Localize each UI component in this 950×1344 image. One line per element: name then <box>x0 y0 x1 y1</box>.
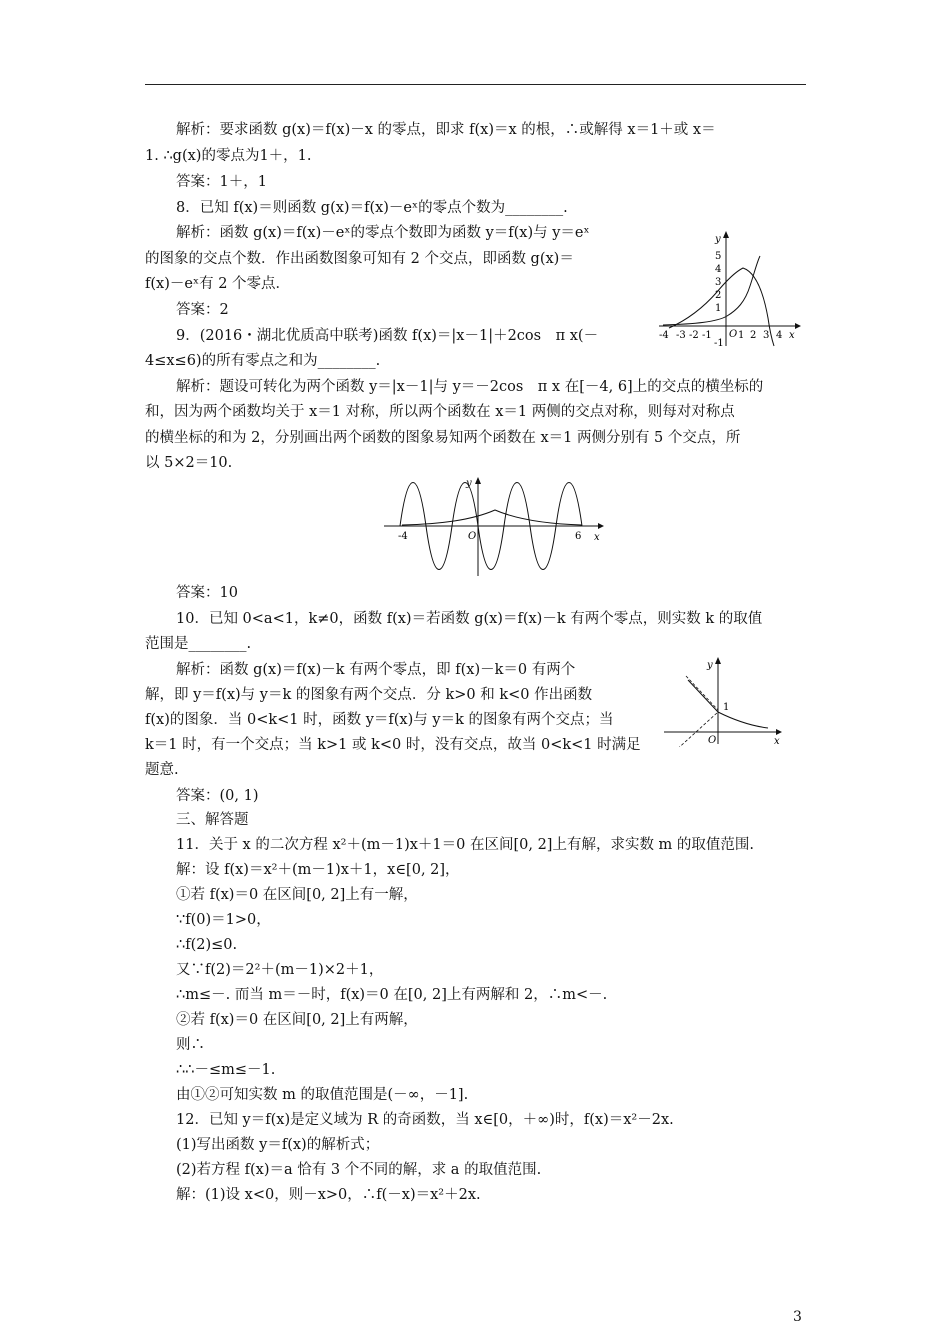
y-tick-label: 1 <box>715 303 722 314</box>
text-line: 答案：1＋，1 <box>176 174 267 190</box>
text-line: 题意. <box>145 762 179 778</box>
text-line: 答案：2 <box>176 302 229 318</box>
text-line: 1. ∴g(x)的零点为1＋，1. <box>145 148 312 164</box>
figure-piecewise <box>660 652 790 747</box>
text-line: ∵f(0)＝1>0， <box>176 912 271 928</box>
x-axis-label: x <box>774 736 780 747</box>
text-line: 11．关于 x 的二次方程 x²＋(m－1)x＋1＝0 在区间[0, 2]上有解，求实数 m 的取值范围. <box>176 837 755 853</box>
origin-label: O <box>729 329 738 340</box>
x-tick-label: 3 <box>763 330 770 341</box>
y-tick-label: 5 <box>715 251 722 262</box>
text-line: 8．已知 f(x)＝则函数 g(x)＝f(x)－eˣ的零点个数为________. <box>176 200 568 216</box>
y-axis-label: y <box>707 660 713 671</box>
origin-label: O <box>708 735 717 746</box>
text-line: 范围是________. <box>145 636 252 652</box>
text-line: 9．(2016・湖北优质高中联考)函数 f(x)＝|x－1|＋2cos π x(－ <box>176 328 599 344</box>
y-axis-label: y <box>466 478 472 489</box>
text-line: ②若 f(x)＝0 在区间[0, 2]上有两解， <box>176 1012 418 1028</box>
page-number: 3 <box>793 1309 802 1325</box>
text-line: 4≤x≤6)的所有零点之和为________. <box>145 353 381 369</box>
text-line: 12．已知 y＝f(x)是定义域为 R 的奇函数，当 x∈[0，＋∞)时，f(x)＝x²－2x. <box>176 1112 674 1128</box>
text-line: 解析：函数 g(x)＝f(x)－k 有两个零点，即 f(x)－k＝0 有两个 <box>176 662 576 678</box>
text-line: 则∴ <box>176 1037 205 1053</box>
text-line: 又∵f(2)＝2²＋(m－1)×2＋1， <box>176 962 384 978</box>
text-line: 解：(1)设 x<0，则－x>0，∴f(－x)＝x²＋2x. <box>176 1187 481 1203</box>
y-tick-label: -1 <box>714 338 724 349</box>
text-line: 解析：函数 g(x)＝f(x)－eˣ的零点个数即为函数 y＝f(x)与 y＝eˣ <box>176 225 590 241</box>
x-axis-label: x <box>789 330 795 341</box>
y-tick-label: 4 <box>715 264 722 275</box>
figure-abs-vs-cos <box>382 472 612 578</box>
text-line: 解：设 f(x)＝x²＋(m－1)x＋1，x∈[0, 2]， <box>176 862 460 878</box>
text-line: 10．已知 0<a<1，k≠0，函数 f(x)＝若函数 g(x)＝f(x)－k 有两个零点，则实数 k 的取值 <box>176 611 763 627</box>
text-line: (1)写出函数 y＝f(x)的解析式； <box>176 1137 380 1153</box>
text-line: ∴∴－≤m≤－1. <box>176 1062 276 1078</box>
curve-abs <box>402 510 582 525</box>
text-line: 和，因为两个函数均关于 x＝1 对称，所以两个函数在 x＝1 两侧的交点对称，则每对对称点 <box>145 404 735 420</box>
x-tick-label: 2 <box>750 330 757 341</box>
text-line: 以 5×2＝10. <box>145 455 233 471</box>
y-tick-label: 2 <box>715 290 722 301</box>
x-tick-label: -4 <box>659 330 669 341</box>
text-line: 答案：(0, 1) <box>176 788 259 804</box>
x-tick-label: -2 <box>689 330 699 341</box>
text-line: (2)若方程 f(x)＝a 恰有 3 个不同的解，求 a 的取值范围. <box>176 1162 542 1178</box>
text-line: ①若 f(x)＝0 在区间[0, 2]上有一解， <box>176 887 418 903</box>
curve-right <box>718 712 768 728</box>
figure-exp-vs-fx <box>655 228 805 350</box>
text-line: 答案：10 <box>176 585 238 601</box>
text-line: ∴m≤－. 而当 m＝－时，f(x)＝0 在[0, 2]上有两解和 2，∴m<－. <box>176 987 608 1003</box>
text-line: 解，即 y＝f(x)与 y＝k 的图象有两个交点．分 k>0 和 k<0 作出函数 <box>145 687 593 703</box>
text-line: ∴f(2)≤0. <box>176 937 238 953</box>
text-line: 解析：题设可转化为两个函数 y＝|x－1|与 y＝－2cos π x 在[－4, 6]上的交点的横坐标的 <box>176 379 764 395</box>
curve-left <box>688 680 718 712</box>
text-line: 三、解答题 <box>176 812 249 828</box>
text-line: 的图象的交点个数．作出函数图象可知有 2 个交点，即函数 g(x)＝ <box>145 251 574 267</box>
y-tick-label: 3 <box>715 277 722 288</box>
text-line: 解析：要求函数 g(x)＝f(x)－x 的零点，即求 f(x)＝x 的根，∴或解得 x＝1＋或 x＝ <box>176 122 716 138</box>
x-tick-label: -1 <box>702 330 712 341</box>
y-axis-label: y <box>715 234 721 245</box>
x-tick-label: -4 <box>398 531 408 542</box>
text-line: k＝1 时，有一个交点；当 k>1 或 k<0 时，没有交点，故当 0<k<1 时满足 <box>145 737 641 753</box>
text-line: f(x)－eˣ有 2 个零点． <box>145 276 291 292</box>
text-line: 的横坐标的和为 2，分别画出两个函数的图象易知两个函数在 x＝1 两侧分别有 5 个交点，所 <box>145 430 741 446</box>
text-line: f(x)的图象．当 0<k<1 时，函数 y＝f(x)与 y＝k 的图象有两个交点；当 <box>145 712 614 728</box>
x-tick-label: 6 <box>575 531 582 542</box>
x-tick-label: 4 <box>776 330 783 341</box>
curve-exp <box>663 256 760 325</box>
origin-label: O <box>468 531 477 542</box>
header-rule <box>145 84 806 85</box>
text-line: 由①②可知实数 m 的取值范围是(－∞，－1]. <box>176 1087 469 1103</box>
x-tick-label: 1 <box>738 330 745 341</box>
x-tick-label: -3 <box>676 330 686 341</box>
level-label: 1 <box>723 702 730 713</box>
x-axis-label: x <box>594 532 600 543</box>
